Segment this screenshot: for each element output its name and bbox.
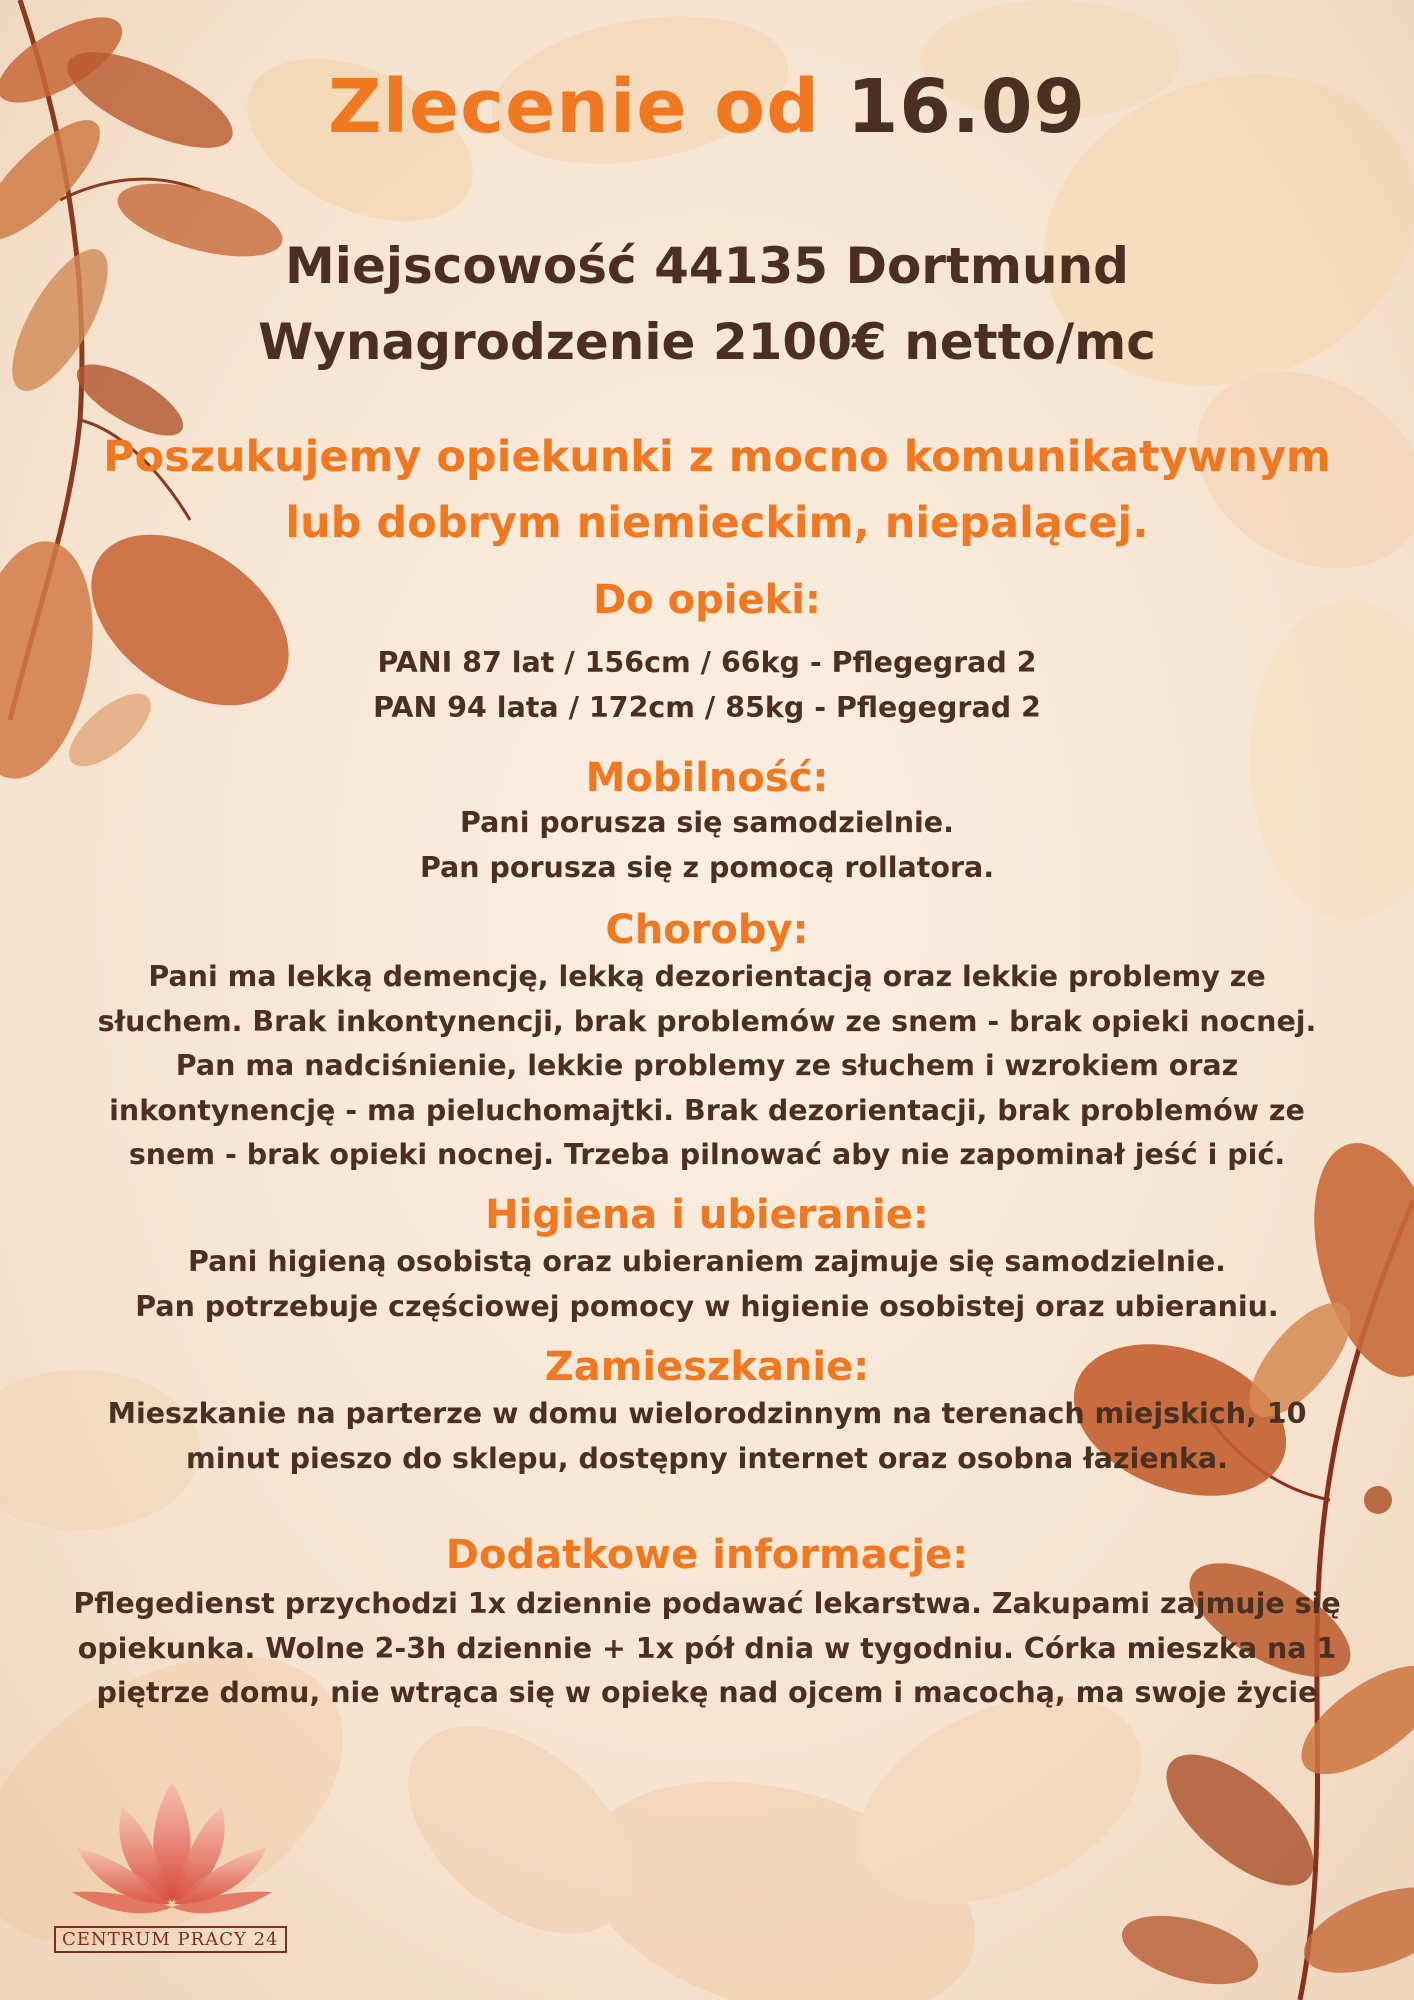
lotus-logo-icon <box>52 1752 292 1952</box>
housing-line: Mieszkanie na parterze w domu wielorodzinnym na terenach miejskich, 10 <box>107 1397 1307 1430</box>
diseases-line: słuchem. Brak inkontynencji, brak problemów ze snem - brak opieki nocnej. <box>97 1004 1317 1038</box>
care-line: PANI 87 lat / 156cm / 66kg - Pflegegrad 2 <box>377 646 1037 679</box>
section-heading-hygiene: Higiena i ubieranie: <box>485 1192 929 1238</box>
section-heading-care: Do opieki: <box>593 577 821 623</box>
logo-wordmark: CENTRUM PRACY 24 <box>54 1926 287 1953</box>
section-body-additional <box>40 1582 1374 1716</box>
section-body-housing <box>40 1392 1374 1481</box>
page-title <box>0 62 1414 152</box>
section-heading-additional: Dodatkowe informacje: <box>445 1532 969 1578</box>
intro-line-1: Poszukujemy opiekunki z mocno komunikatywnym <box>103 432 1331 482</box>
title-prefix: Zlecenie od <box>328 64 821 150</box>
hygiene-line: Pani higieną osobistą oraz ubieraniem zajmuje się samodzielnie. <box>188 1245 1226 1278</box>
section-body-hygiene <box>40 1240 1374 1329</box>
section-heading-housing: Zamieszkanie: <box>544 1344 870 1390</box>
section-care <box>40 575 1374 730</box>
additional-line: Pflegedienst przychodzi 1x dziennie podawać lekarstwa. Zakupami zajmuje się <box>73 1587 1341 1620</box>
diseases-line: inkontynencję - ma pieluchomajtki. Brak dezorientacji, brak problemów ze <box>109 1093 1305 1127</box>
section-heading-mobility: Mobilność: <box>585 755 829 801</box>
section-body-mobility <box>40 801 1374 890</box>
diseases-line: Pani ma lekką demencję, lekką dezorientacją oraz lekkie problemy ze <box>148 960 1266 993</box>
salary-line: Wynagrodzenie 2100€ netto/mc <box>258 313 1156 371</box>
section-housing <box>40 1342 1374 1481</box>
section-diseases <box>40 905 1374 1178</box>
section-mobility <box>40 753 1374 890</box>
diseases-line: Pan ma nadciśnienie, lekkie problemy ze słuchem i wzrokiem oraz <box>175 1049 1239 1082</box>
diseases-line: snem - brak opieki nocnej. Trzeba pilnować aby nie zapominał jeść i pić. <box>128 1138 1286 1171</box>
care-line: PAN 94 lata / 172cm / 85kg - Pflegegrad 2 <box>373 690 1041 724</box>
mobility-line: Pan porusza się z pomocą rollatora. <box>419 850 995 884</box>
location-line: Miejscowość 44135 Dortmund <box>285 237 1129 295</box>
job-info <box>0 228 1414 380</box>
additional-line: piętrze domu, nie wtrąca się w opiekę nad ojcem i macochą, ma swoje życie <box>96 1676 1318 1709</box>
intro-line-2: lub dobrym niemieckim, niepalącej. <box>285 498 1149 548</box>
section-heading-diseases: Choroby: <box>605 907 809 953</box>
hygiene-line: Pan potrzebuje częściowej pomocy w higienie osobistej oraz ubieraniu. <box>135 1289 1279 1323</box>
housing-line: minut pieszo do sklepu, dostępny internet oraz osobna łazienka. <box>186 1441 1228 1475</box>
additional-line: opiekunka. Wolne 2-3h dziennie + 1x pół dnia w tygodniu. Córka mieszka na 1 <box>77 1631 1337 1665</box>
title-date: 16.09 <box>846 64 1086 150</box>
section-body-care <box>40 641 1374 730</box>
section-hygiene <box>40 1190 1374 1329</box>
mobility-line: Pani porusza się samodzielnie. <box>460 806 954 839</box>
section-additional <box>40 1530 1374 1716</box>
intro-text <box>60 424 1374 556</box>
section-body-diseases <box>40 955 1374 1178</box>
